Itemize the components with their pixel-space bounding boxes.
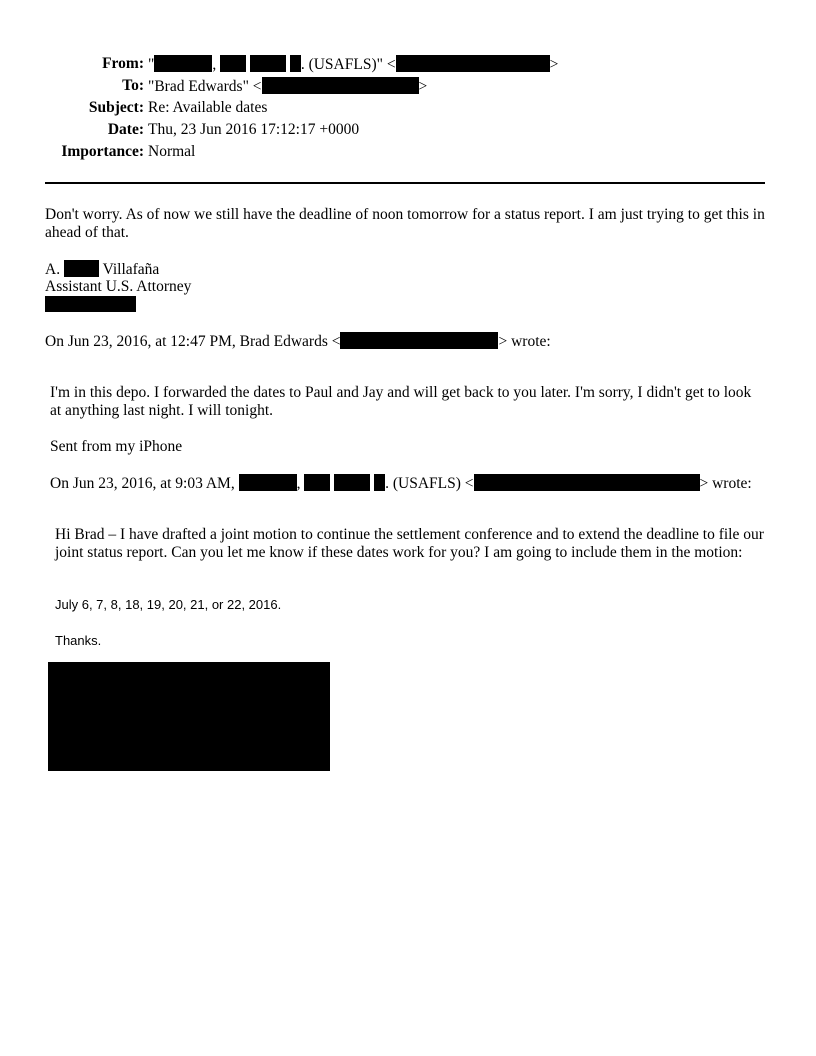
from-value xyxy=(148,55,558,74)
sig-surname: Villafaña xyxy=(102,261,160,278)
quote1-attribution xyxy=(45,332,551,351)
quote2-attribution xyxy=(50,474,752,493)
quote1-suffix: > wrote: xyxy=(498,333,551,350)
redaction-block xyxy=(239,474,297,491)
quote2-comma: , xyxy=(296,475,301,492)
redaction-block xyxy=(48,662,330,771)
quote2-suffix: > wrote: xyxy=(699,475,752,492)
quote1-prefix: On Jun 23, 2016, at 12:47 PM, Brad Edwards < xyxy=(45,333,341,350)
reply-text: Don't worry. As of now we still have the deadline of noon tomorrow for a status report. I am just trying to get this in ahead of that. xyxy=(45,206,765,241)
redaction-block xyxy=(154,55,212,72)
quote2-thanks: Thanks. xyxy=(55,633,102,648)
redaction-block xyxy=(250,55,286,72)
importance-value: Normal xyxy=(148,143,196,160)
date-value: Thu, 23 Jun 2016 17:12:17 +0000 xyxy=(148,121,360,138)
sig-initial: A. xyxy=(45,261,61,278)
date-label: Date: xyxy=(107,121,144,138)
from-quote-open: " xyxy=(148,56,155,73)
redaction-block xyxy=(290,55,301,72)
subject-label: Subject: xyxy=(88,99,144,116)
signature-title: Assistant U.S. Attorney xyxy=(45,278,192,295)
from-label: From: xyxy=(102,55,144,72)
to-value xyxy=(148,77,427,96)
to-close: > xyxy=(418,78,428,95)
importance-label: Importance: xyxy=(61,143,144,160)
redaction-block xyxy=(220,55,246,72)
redaction-block xyxy=(374,474,385,491)
from-suffix: . (USAFLS)" < xyxy=(300,56,396,73)
header-divider xyxy=(45,182,765,184)
to-label: To: xyxy=(122,77,144,94)
redaction-block xyxy=(262,77,419,94)
subject-value: Re: Available dates xyxy=(148,99,268,116)
redaction-block xyxy=(45,296,136,312)
quote2-middle: . (USAFLS) < xyxy=(385,475,474,492)
redaction-block xyxy=(64,260,99,277)
signature-name xyxy=(45,260,159,279)
quote2-text: Hi Brad – I have drafted a joint motion to continue the settlement conference and to extend the deadline to file our joint status report. Can you let me know if these dates work for you? I am going to include them in the motion: xyxy=(55,526,764,561)
redaction-block xyxy=(304,474,330,491)
quote1-sent: Sent from my iPhone xyxy=(50,438,183,455)
redaction-block xyxy=(340,332,498,349)
to-name: "Brad Edwards" < xyxy=(148,78,262,95)
quote1-text: I'm in this depo. I forwarded the dates to Paul and Jay and will get back to you later. I'm sorry, I didn't get to look at anything last night. I will tonight. xyxy=(50,384,752,419)
quote2-prefix: On Jun 23, 2016, at 9:03 AM, xyxy=(50,475,235,492)
quote2-dates: July 6, 7, 8, 18, 19, 20, 21, or 22, 2016. xyxy=(55,597,282,612)
from-close: > xyxy=(549,56,559,73)
redaction-block xyxy=(334,474,370,491)
redaction-block xyxy=(474,474,700,491)
from-comma: , xyxy=(212,56,217,73)
redaction-block xyxy=(396,55,550,72)
